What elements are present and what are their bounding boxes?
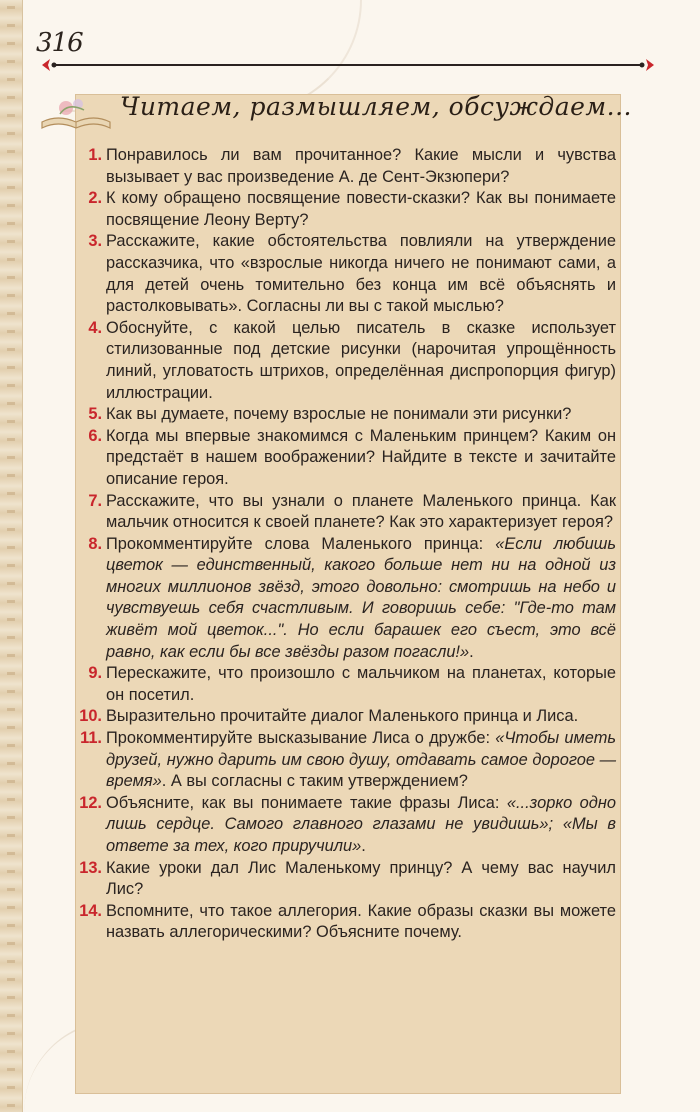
question-text-lead: Объясните, как вы понимаете такие фразы Лиса: <box>106 793 507 812</box>
question-text: Перескажите, что произошло с мальчиком на планетах, которые он посетил. <box>106 664 616 704</box>
section-heading: Читаем, размышляем, обсуждаем... <box>120 92 632 121</box>
question-item <box>76 793 616 858</box>
question-quote: «Чтобы иметь друзей, нужно дарить им свою душу, отдавать самое дорогое — время» <box>106 729 616 791</box>
question-number: 12. <box>79 793 102 812</box>
question-number: 5. <box>88 405 102 424</box>
question-text-lead: Прокомментируйте высказывание Лиса о дружбе: <box>106 729 496 748</box>
question-text-tail: . <box>361 837 366 855</box>
question-text-tail: . <box>469 642 474 661</box>
question-item <box>76 491 616 534</box>
question-text: Выразительно прочитайте диалог Маленького принца и Лиса. <box>106 707 579 726</box>
question-number: 2. <box>88 189 102 208</box>
question-text: Когда мы впервые знакомимся с Маленьким принцем? Каким он предстаёт в нашем воображении? Найдите в тексте и зачитайте описание героя. <box>106 426 616 488</box>
question-number: 8. <box>88 534 102 553</box>
question-quote: «...зорко одно лишь сердце. Самого главного глазами не увидишь»; «Мы в ответе за тех, кого приручили» <box>106 793 616 855</box>
question-number: 11. <box>80 729 102 748</box>
question-item <box>76 188 616 231</box>
question-number: 7. <box>88 491 102 510</box>
question-number: 14. <box>79 901 102 920</box>
question-item <box>76 706 616 728</box>
question-item <box>76 404 616 426</box>
question-item <box>76 318 616 404</box>
question-text <box>106 534 616 664</box>
question-number: 10. <box>79 707 102 726</box>
question-text: Вспомните, что такое аллегория. Какие образы сказки вы можете назвать аллегорическими? Объясните почему. <box>106 901 616 942</box>
questions-list <box>76 145 616 944</box>
question-number: 4. <box>88 318 102 337</box>
page-number: 316 <box>36 28 83 58</box>
question-text: Расскажите, что вы узнали о планете Маленького принца. Как мальчик относится к своей планете? Как это характеризует героя? <box>106 491 616 532</box>
question-text: Какие уроки дал Лис Маленькому принцу? А чему вас научил Лис? <box>106 858 616 899</box>
question-text <box>106 728 616 793</box>
question-number: 9. <box>88 664 102 683</box>
question-text: Понравилось ли вам прочитанное? Какие мысли и чувства вызывает у вас произведение А. де Сент-Экзюпери? <box>106 146 616 186</box>
question-text: К кому обращено посвящение повести-сказки? Как вы понимаете посвящение Леону Верту? <box>106 189 616 229</box>
question-item <box>76 901 616 944</box>
question-item <box>76 534 616 664</box>
header-rule <box>52 64 642 66</box>
question-item <box>76 663 616 706</box>
question-text <box>106 793 616 858</box>
open-book-icon <box>38 92 114 134</box>
arrow-ornament-right-icon <box>636 55 656 75</box>
question-number: 1. <box>88 146 102 164</box>
decorative-border <box>0 0 23 1112</box>
question-number: 13. <box>79 858 102 877</box>
question-item <box>76 728 616 793</box>
question-number: 6. <box>88 426 102 445</box>
question-item <box>76 145 616 188</box>
question-text: Как вы думаете, почему взрослые не понимали эти рисунки? <box>106 405 572 424</box>
question-item <box>76 426 616 491</box>
question-text: Расскажите, какие обстоятельства повлияли на утверждение рассказчика, что «взрослые никогда ничего не понимают сами, а для детей очень томительно без конца им всё объяснять и растолковывать». Согласны ли вы с такой мыслью? <box>106 232 616 316</box>
question-number: 3. <box>88 232 102 251</box>
question-text-lead: Прокомментируйте слова Маленького принца: <box>106 534 496 553</box>
question-quote: «Если любишь цветок — единственный, какого больше нет ни на одной из многих миллионов звёзд, этого довольно: смотришь на небо и чувствуешь себя счастливым. И говоришь себе: "Где-то там живёт мой цветок...". Но если барашек его съест, это всё равно, как если бы все звёзды разом погасли!» <box>106 534 616 661</box>
question-item <box>76 231 616 317</box>
question-text-tail: . А вы согласны с таким утверждением? <box>161 772 468 791</box>
question-item <box>76 858 616 901</box>
question-text: Обоснуйте, с какой целью писатель в сказке использует стилизованные под детские рисунки (нарочитая упрощённость линий, угловатость штрихов, определённая диспропорция фигур) иллюстрации. <box>106 318 616 402</box>
